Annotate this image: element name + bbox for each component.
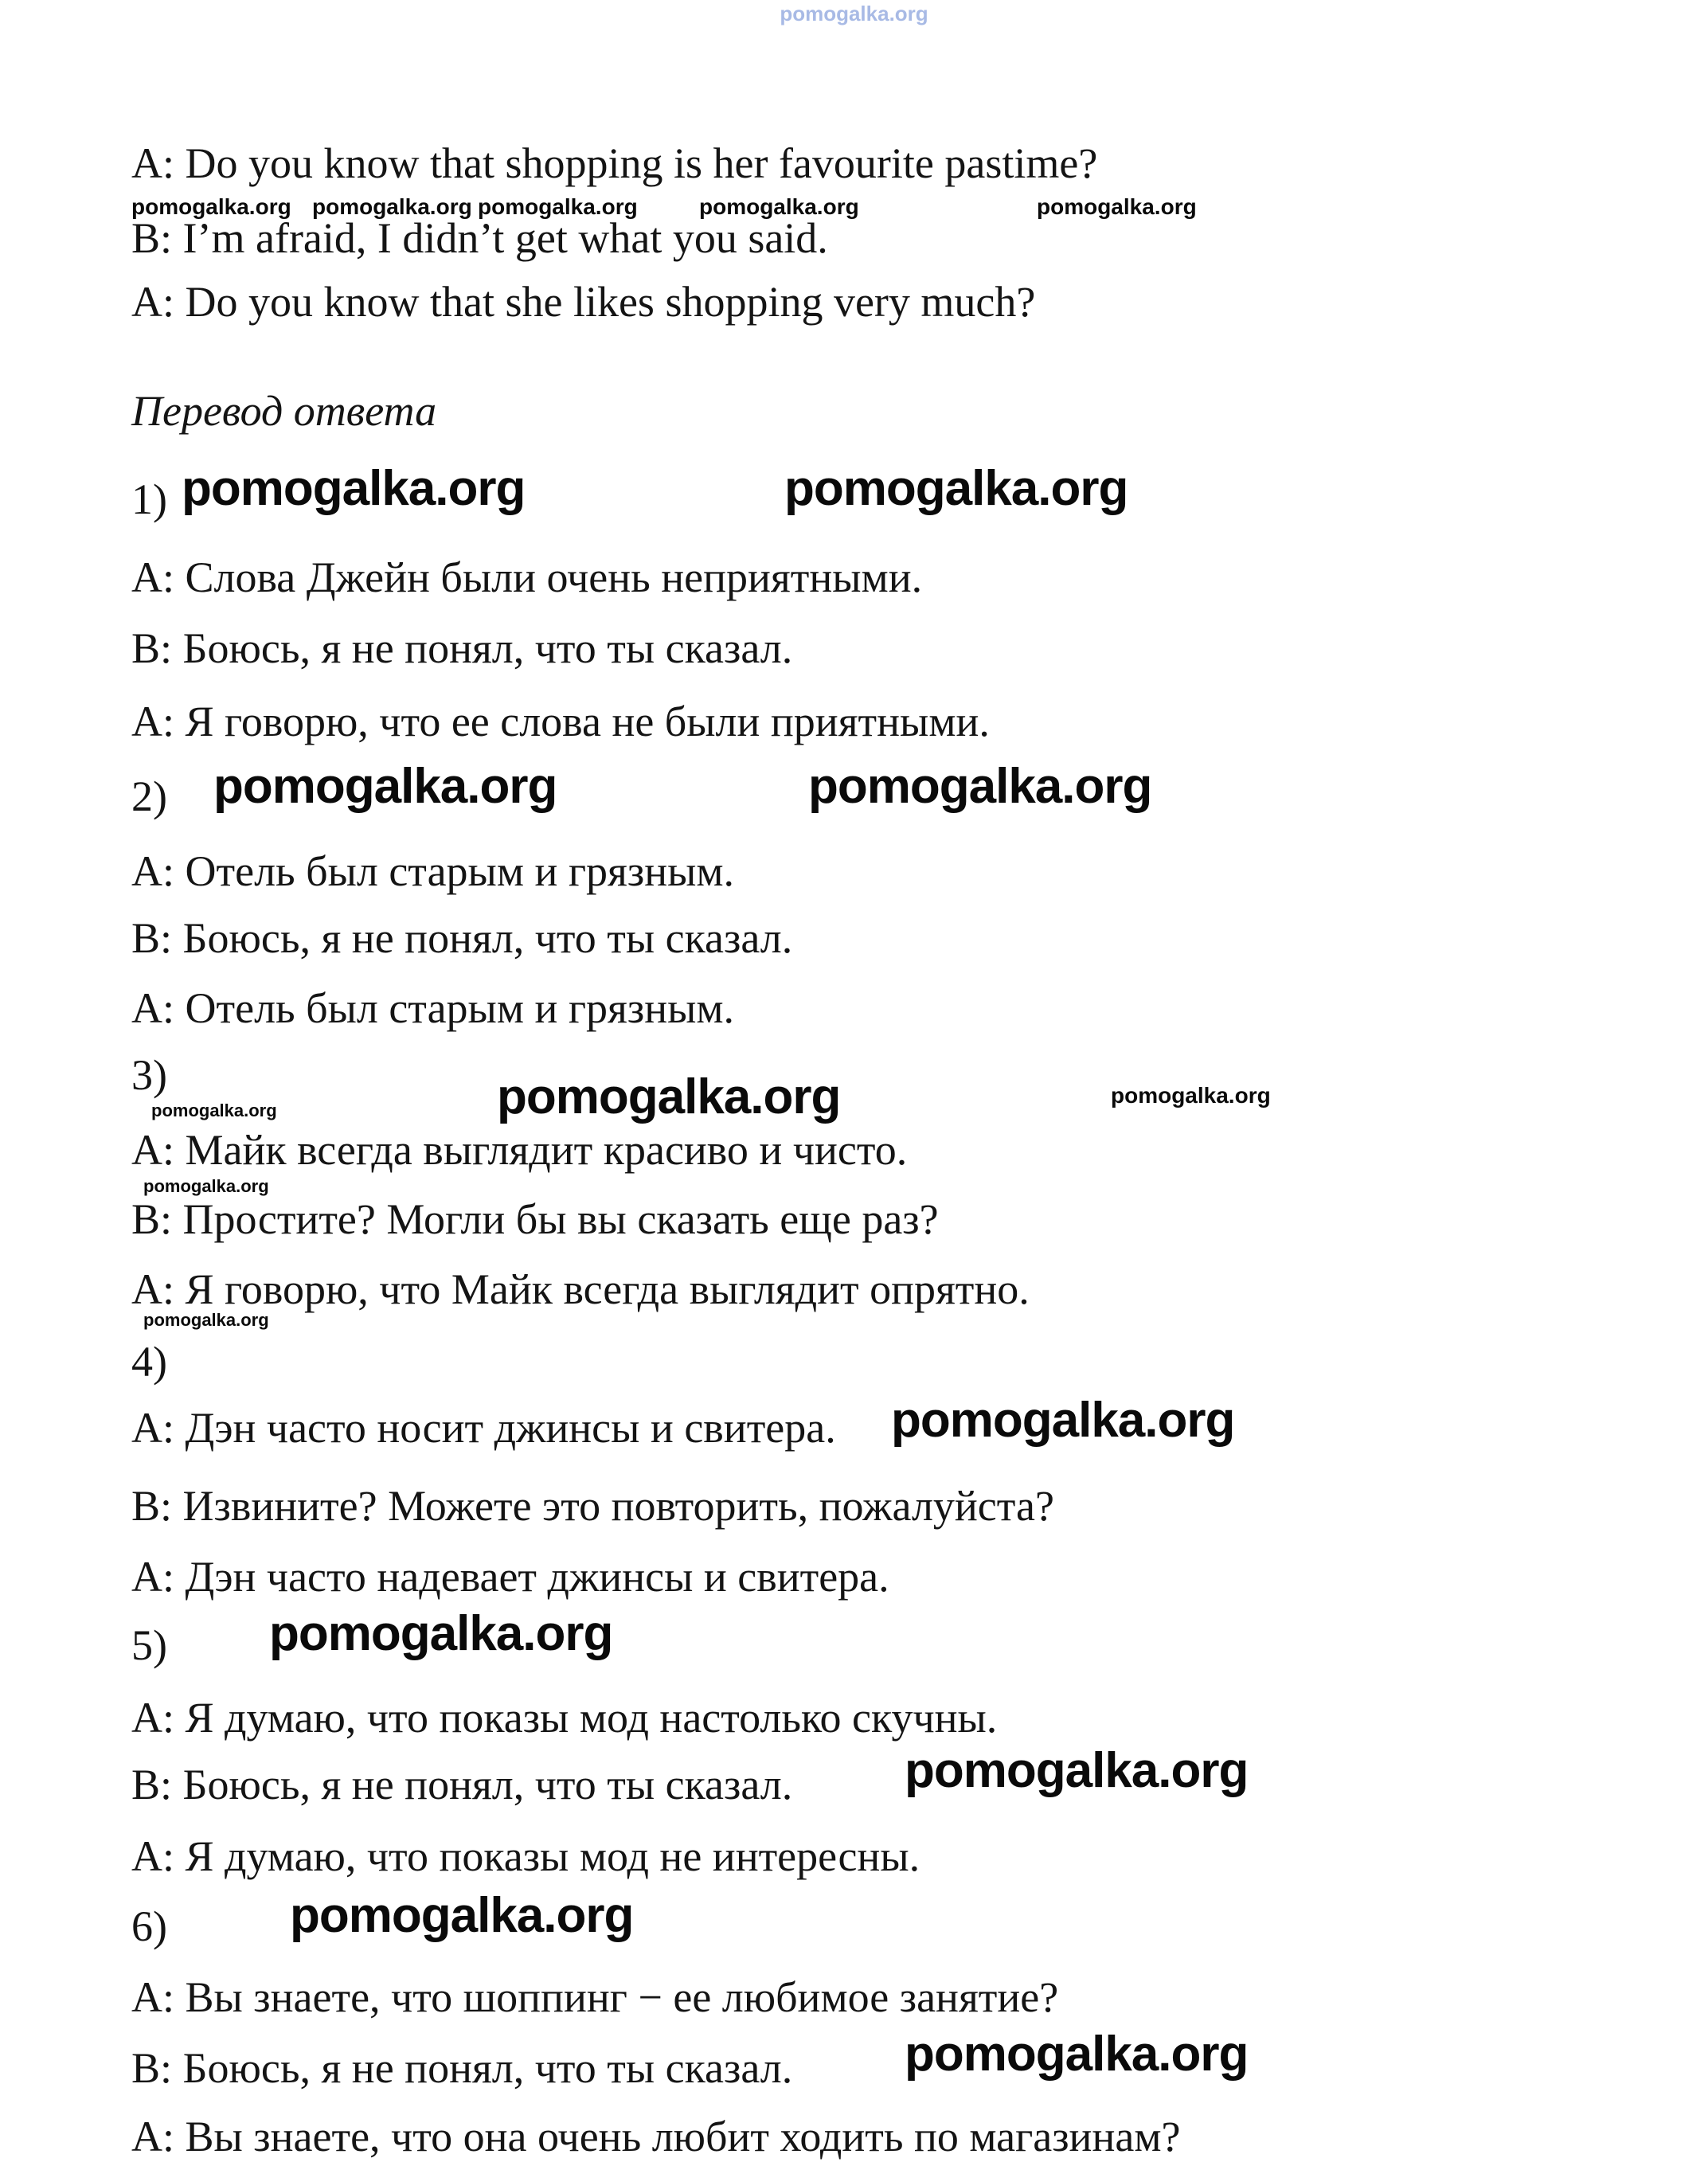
watermark: pomogalka.org: [312, 194, 472, 219]
watermark: pomogalka.org: [1037, 194, 1197, 219]
dialogue-line-ru: В: Простите? Могли бы вы сказать еще раз?: [131, 1195, 939, 1243]
dialogue-line-ru: А: Отель был старым и грязным.: [131, 984, 735, 1032]
watermark: pomogalka.org: [808, 759, 1152, 814]
dialogue-line-ru: В: Извините? Можете это повторить, пожалуйста?: [131, 1482, 1054, 1530]
watermark: pomogalka.org: [699, 194, 859, 219]
watermark: pomogalka.org: [143, 1176, 269, 1196]
dialogue-line-ru: А: Я говорю, что Майк всегда выглядит опрятно.: [131, 1265, 1030, 1313]
dialogue-line-ru: А: Вы знаете, что она очень любит ходить по магазинам?: [131, 2113, 1181, 2160]
watermark: pomogalka.org: [784, 461, 1128, 516]
watermark: pomogalka.org: [143, 1310, 269, 1330]
watermark: pomogalka.org: [131, 194, 291, 219]
watermark: pomogalka.org: [478, 194, 638, 219]
dialogue-line-en-a1: A: Do you know that shopping is her favourite pastime?: [131, 139, 1098, 187]
watermark: pomogalka.org: [151, 1101, 277, 1120]
watermark: pomogalka.org: [1111, 1083, 1271, 1108]
section-number-3: 3): [131, 1051, 167, 1099]
dialogue-line-ru: А: Слова Джейн были очень неприятными.: [131, 553, 923, 601]
watermark-top: pomogalka.org: [780, 2, 928, 25]
watermark: pomogalka.org: [269, 1606, 613, 1661]
watermark: pomogalka.org: [497, 1069, 841, 1124]
watermark: pomogalka.org: [213, 759, 557, 814]
dialogue-line-en-a2: A: Do you know that she likes shopping very much?: [131, 278, 1036, 326]
dialogue-line-ru: А: Вы знаете, что шоппинг − ее любимое занятие?: [131, 1973, 1059, 2021]
watermark: pomogalka.org: [905, 2027, 1249, 2082]
section-number-2: 2): [131, 772, 167, 820]
section-number-1: 1): [131, 475, 167, 523]
dialogue-line-ru: В: Боюсь, я не понял, что ты сказал.: [131, 1761, 793, 1808]
dialogue-line-ru: А: Отель был старым и грязным.: [131, 847, 735, 895]
section-number-4: 4): [131, 1338, 167, 1386]
watermark: pomogalka.org: [905, 1743, 1249, 1798]
dialogue-line-ru: В: Боюсь, я не понял, что ты сказал.: [131, 914, 793, 962]
watermark: pomogalka.org: [182, 461, 526, 516]
watermark: pomogalka.org: [290, 1888, 634, 1943]
dialogue-line-en-b: B: I’m afraid, I didn’t get what you said.: [131, 214, 828, 262]
dialogue-line-ru: А: Я думаю, что показы мод не интересны.: [131, 1832, 920, 1880]
dialogue-line-ru: А: Дэн часто надевает джинсы и свитера.: [131, 1553, 889, 1601]
dialogue-line-ru: В: Боюсь, я не понял, что ты сказал.: [131, 624, 793, 672]
dialogue-line-ru: А: Я думаю, что показы мод настолько скучны.: [131, 1694, 998, 1742]
watermark: pomogalka.org: [891, 1393, 1235, 1448]
dialogue-line-ru: А: Майк всегда выглядит красиво и чисто.: [131, 1126, 908, 1174]
dialogue-line-ru: В: Боюсь, я не понял, что ты сказал.: [131, 2044, 793, 2092]
dialogue-line-ru: А: Дэн часто носит джинсы и свитера.: [131, 1404, 836, 1452]
section-number-5: 5): [131, 1621, 167, 1669]
dialogue-line-ru: А: Я говорю, что ее слова не были приятными.: [131, 698, 990, 745]
section-number-6: 6): [131, 1902, 167, 1950]
translation-heading: Перевод ответа: [131, 387, 437, 435]
